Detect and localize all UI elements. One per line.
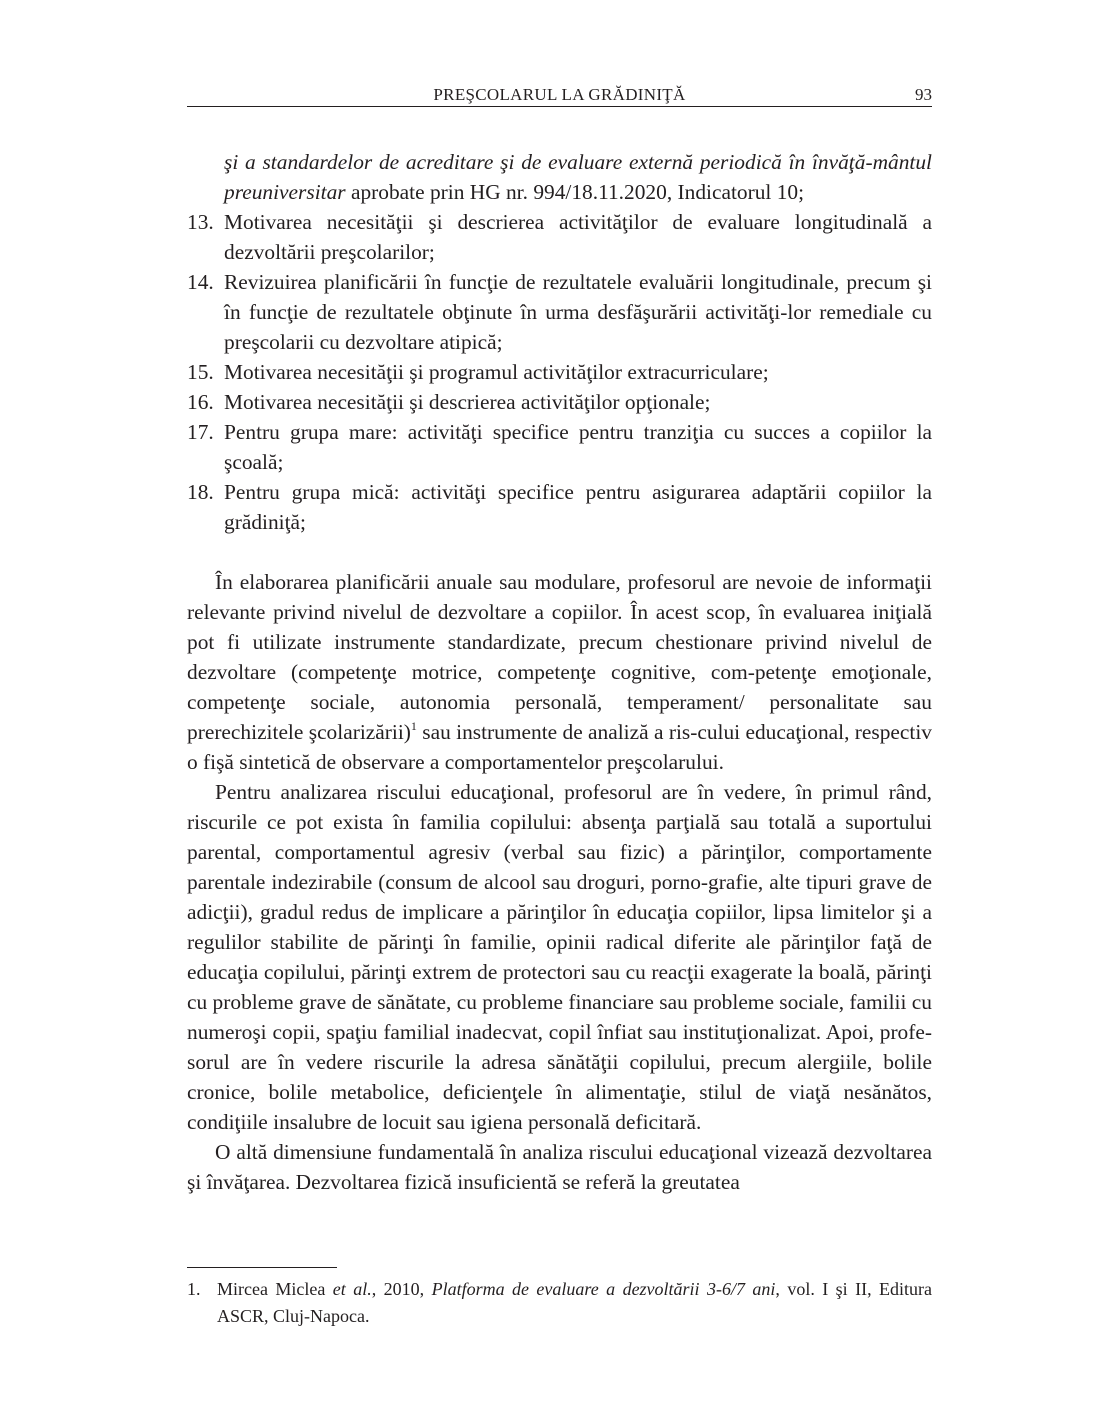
footnote-title: Platforma de evaluare a dezvoltării 3-6/7 ani bbox=[431, 1279, 776, 1299]
list-text: Motivarea necesităţii şi programul activităţilor extracurriculare; bbox=[224, 360, 769, 384]
list-item bbox=[187, 267, 932, 357]
footnote-item bbox=[187, 1276, 932, 1330]
footnotes bbox=[187, 1276, 932, 1330]
list-number: 18. bbox=[187, 480, 214, 504]
italic-title: şi a standardelor de acreditare şi de evaluare externă periodică în învăţă-mântul preuniversitar bbox=[224, 150, 932, 204]
running-title: PREŞCOLARUL LA GRĂDINIŢĂ bbox=[433, 85, 686, 104]
list-text: Pentru grupa mare: activităţi specifice pentru tranziţia cu succes a copiilor la şcoală; bbox=[224, 420, 932, 474]
header-rule bbox=[187, 106, 932, 107]
list-text: Revizuirea planificării în funcţie de rezultatele evaluării longitudinale, precum şi în funcţie de rezultatele obţinute în urma desfăşurării activităţi-lor remediale cu preşcolarii cu dezvoltare atipică; bbox=[224, 270, 932, 354]
list-text: Motivarea necesităţii şi descrierea activităţilor opţionale; bbox=[224, 390, 711, 414]
list-text: Pentru grupa mică: activităţi specifice pentru asigurarea adaptării copiilor la grădiniţă; bbox=[224, 480, 932, 534]
paragraph-text: O altă dimensiune fundamentală în analiza riscului educaţional vizează dezvoltarea şi învăţarea. Dezvoltarea fizică insuficientă se referă la greutatea bbox=[187, 1140, 932, 1194]
list-item bbox=[187, 417, 932, 477]
footnote-reference[interactable]: 1 bbox=[410, 719, 417, 733]
footnote-etal: et al. bbox=[332, 1279, 372, 1299]
list-text: Motivarea necesităţii şi descrierea activităţilor de evaluare longitudinală a dezvoltării preşcolarilor; bbox=[224, 210, 932, 264]
footnote-rule bbox=[187, 1267, 337, 1268]
list-item bbox=[187, 387, 932, 417]
list-item bbox=[187, 357, 932, 387]
paragraph-text: Pentru analizarea riscului educaţional, profesorul are în vedere, în primul rând, riscurile ce pot exista în familia copilului: absenţa parţială sau totală a suportului parental, comportamentul agresiv (verbal sau fizic) a părinţilor, comportamente parentale indezirabile (consum de alcool sau droguri, porno-grafie, alte tipuri grave de adicţii), gradul redus de implicare a părinţilor în educaţia copiilor, lipsa limitelor şi a regulilor stabilite de părinţi în familie, opinii radical diferite ale părinţilor faţă de educaţia copilului, părinţi extrem de protectori sau cu reacţii exagerate la boală, părinţi cu probleme grave de sănătate, cu probleme financiare sau probleme sociale, familii cu numeroşi copii, spaţiu familial inadecvat, copil înfiat sau instituţionalizat. Apoi, profe-sorul are în vedere riscurile la adresa sănătăţii copilului, precum alergiile, bolile cronice, bolile metabolice, deficienţele în alimentaţie, stilul de viaţă nesănătos, condiţiile insalubre de locuit sau igiena personală deficitară. bbox=[187, 780, 932, 1134]
running-header bbox=[187, 84, 932, 106]
footnote-author: Mircea Miclea bbox=[217, 1279, 333, 1299]
section-spacer bbox=[187, 537, 932, 567]
page-number: 93 bbox=[915, 85, 932, 104]
list-item bbox=[187, 477, 932, 537]
footnote-rest: , vol. I şi II, Editura ASCR, Cluj-Napoca. bbox=[217, 1279, 932, 1326]
list-number: 15. bbox=[187, 360, 214, 384]
paragraph-planning bbox=[187, 567, 932, 777]
numbered-list bbox=[187, 207, 932, 537]
paragraph-risk-analysis bbox=[187, 777, 932, 1137]
list-number: 13. bbox=[187, 210, 214, 234]
continuation-text: aprobate prin HG nr. 994/18.11.2020, Indicatorul 10; bbox=[345, 180, 805, 204]
body-text bbox=[187, 147, 932, 1197]
footnote-number: 1. bbox=[187, 1279, 201, 1299]
footnote-year: , 2010, bbox=[371, 1279, 432, 1299]
list-number: 14. bbox=[187, 270, 214, 294]
list-number: 16. bbox=[187, 390, 214, 414]
paragraph-development bbox=[187, 1137, 932, 1197]
list-item-continuation bbox=[187, 147, 932, 207]
list-item bbox=[187, 207, 932, 267]
list-number: 17. bbox=[187, 420, 214, 444]
paragraph-text: sau instrumente de analiză a ris-cului educaţional, respectiv o fişă sintetică de observare a comportamentelor preşcolarului. bbox=[187, 720, 932, 774]
paragraph-text: În elaborarea planificării anuale sau modulare, profesorul are nevoie de informaţii relevante privind nivelul de dezvoltare a copiilor. În acest scop, în evaluarea iniţială pot fi utilizate instrumente standardizate, precum chestionare privind nivelul de dezvoltare (competenţe motrice, competenţe cognitive, com-petenţe emoţionale, competenţe sociale, autonomia personală, temperament/ personalitate sau prerechizitele şcolarizării) bbox=[187, 570, 932, 744]
